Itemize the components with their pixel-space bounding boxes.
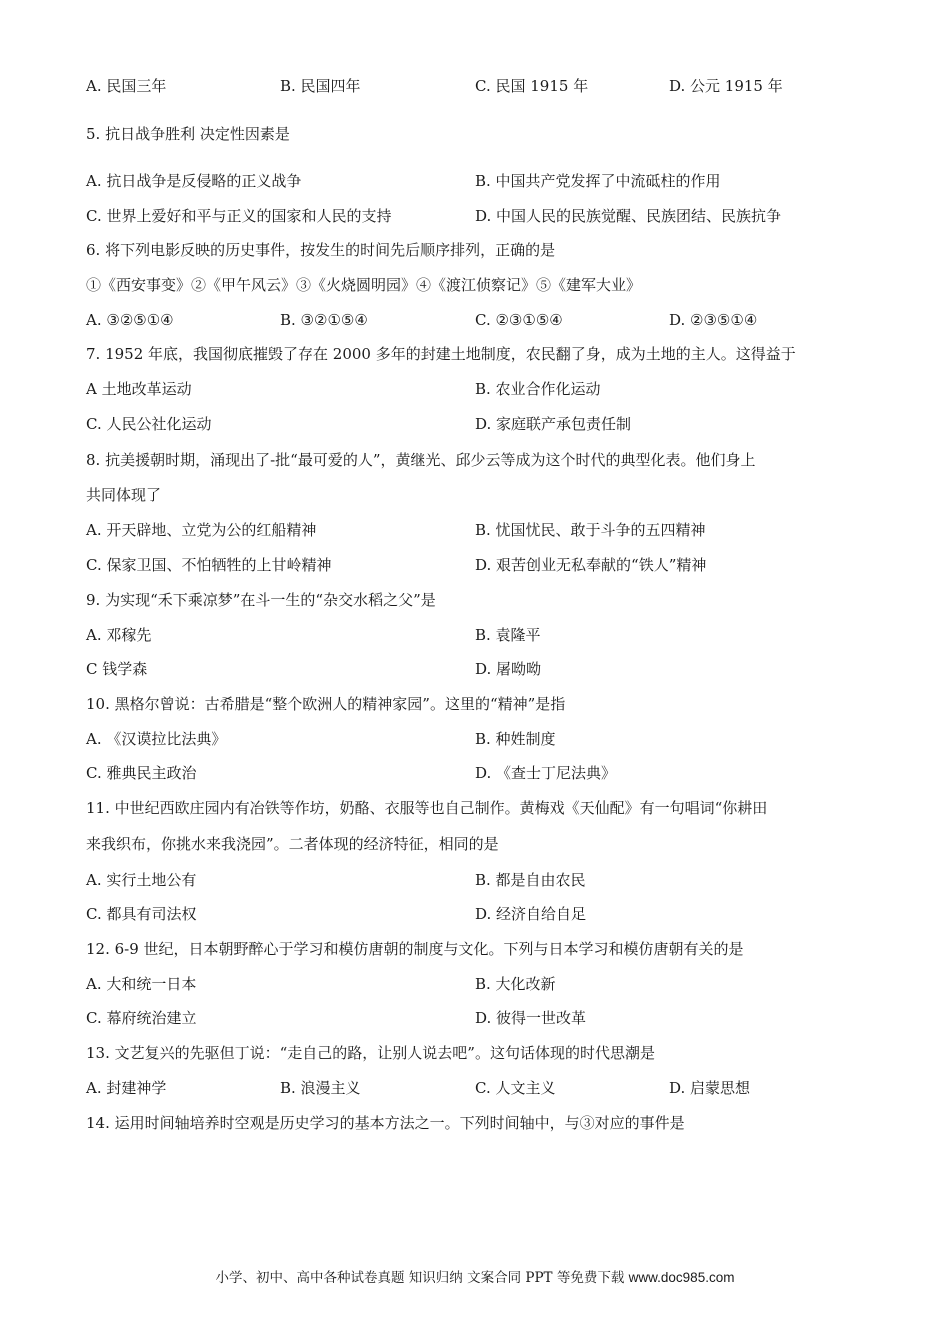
page-footer: [0, 1268, 950, 1288]
q8-option-c: C. 保家卫国、不怕牺牲的上甘岭精神: [86, 556, 332, 574]
q6-option-b: B. ③②①⑤④: [280, 311, 368, 329]
q5-option-b: B. 中国共产党发挥了中流砥柱的作用: [475, 172, 721, 190]
q8-option-b: B. 忧国忧民、敢于斗争的五四精神: [475, 521, 706, 539]
q6-sub-items: ①《西安事变》②《甲午风云》③《火烧圆明园》④《渡江侦察记》⑤《建军大业》: [86, 276, 642, 294]
q4-option-b: B. 民国四年: [280, 77, 361, 95]
q13-option-c: C. 人文主义: [475, 1079, 556, 1097]
q11-stem-line1: 11. 中世纪西欧庄园内有冶铁等作坊，奶酪、衣服等也自己制作。黄梅戏《天仙配》有一句唱词“你耕田: [86, 799, 768, 817]
q7-option-c: C. 人民公社化运动: [86, 415, 212, 433]
q6-option-d: D. ②③⑤①④: [669, 311, 758, 329]
q14-stem: 14. 运用时间轴培养时空观是历史学习的基本方法之一。下列时间轴中，与③对应的事件是: [86, 1114, 685, 1132]
q7-stem: 7. 1952 年底，我国彻底摧毁了存在 2000 多年的封建土地制度，农民翻了身，成为土地的主人。这得益于: [86, 345, 796, 363]
q5-option-a: A. 抗日战争是反侵略的正义战争: [86, 172, 302, 190]
q10-option-b: B. 种姓制度: [475, 730, 556, 748]
q4-option-d: D. 公元 1915 年: [669, 77, 783, 95]
q9-option-c: C 钱学森: [86, 660, 148, 678]
q11-option-a: A. 实行土地公有: [86, 871, 197, 889]
q5-option-c: C. 世界上爱好和平与正义的国家和人民的支持: [86, 207, 392, 225]
q13-option-d: D. 启蒙思想: [669, 1079, 751, 1097]
q12-stem: 12. 6-9 世纪，日本朝野醉心于学习和模仿唐朝的制度与文化。下列与日本学习和模仿唐朝有关的是: [86, 940, 744, 958]
q8-stem-line1: 8. 抗美援朝时期，涌现出了-批“最可爱的人”，黄继光、邱少云等成为这个时代的典型化表。他们身上: [86, 451, 756, 469]
footer-site-link[interactable]: www.doc985.com: [628, 1270, 735, 1285]
q7-option-b: B. 农业合作化运动: [475, 380, 601, 398]
q6-option-a: A. ③②⑤①④: [86, 311, 174, 329]
q6-option-c: C. ②③①⑤④: [475, 311, 563, 329]
q13-option-a: A. 封建神学: [86, 1079, 167, 1097]
q12-option-a: A. 大和统一日本: [86, 975, 197, 993]
q12-option-b: B. 大化改新: [475, 975, 556, 993]
q11-option-c: C. 都具有司法权: [86, 905, 197, 923]
q10-option-c: C. 雅典民主政治: [86, 764, 197, 782]
q10-stem: 10. 黑格尔曾说：古希腊是“整个欧洲人的精神家园”。这里的“精神”是指: [86, 695, 566, 713]
q4-option-a: A. 民国三年: [86, 77, 167, 95]
q9-option-d: D. 屠呦呦: [475, 660, 542, 678]
q13-stem: 13. 文艺复兴的先驱但丁说：“走自己的路，让别人说去吧”。这句话体现的时代思潮是: [86, 1044, 655, 1062]
q8-option-a: A. 开天辟地、立党为公的红船精神: [86, 521, 317, 539]
q9-stem: 9. 为实现“禾下乘凉梦”在斗一生的“杂交水稻之父”是: [86, 591, 436, 609]
q9-option-a: A. 邓稼先: [86, 626, 152, 644]
q11-stem-line2: 来我织布，你挑水来我浇园”。二者体现的经济特征，相同的是: [86, 835, 499, 853]
q4-option-c: C. 民国 1915 年: [475, 77, 589, 95]
q11-option-b: B. 都是自由农民: [475, 871, 586, 889]
q9-option-b: B. 袁隆平: [475, 626, 541, 644]
q5-option-d: D. 中国人民的民族觉醒、民族团结、民族抗争: [475, 207, 782, 225]
q5-stem: 5. 抗日战争胜利 决定性因素是: [86, 125, 290, 143]
q10-option-a: A. 《汉谟拉比法典》: [86, 730, 227, 748]
q7-option-d: D. 家庭联产承包责任制: [475, 415, 632, 433]
q11-option-d: D. 经济自给自足: [475, 905, 587, 923]
q12-option-c: C. 幕府统治建立: [86, 1009, 197, 1027]
q12-option-d: D. 彼得一世改革: [475, 1009, 587, 1027]
q8-option-d: D. 艰苦创业无私奉献的“铁人”精神: [475, 556, 707, 574]
footer-text: 小学、初中、高中各种试卷真题 知识归纳 文案合同 PPT 等免费下载: [215, 1270, 629, 1286]
q6-stem: 6. 将下列电影反映的历史事件，按发生的时间先后顺序排列，正确的是: [86, 241, 556, 259]
q10-option-d: D. 《查士丁尼法典》: [475, 764, 617, 782]
q8-stem-line2: 共同体现了: [86, 486, 162, 504]
q13-option-b: B. 浪漫主义: [280, 1079, 361, 1097]
q7-option-a: A 土地改革运动: [86, 380, 192, 398]
